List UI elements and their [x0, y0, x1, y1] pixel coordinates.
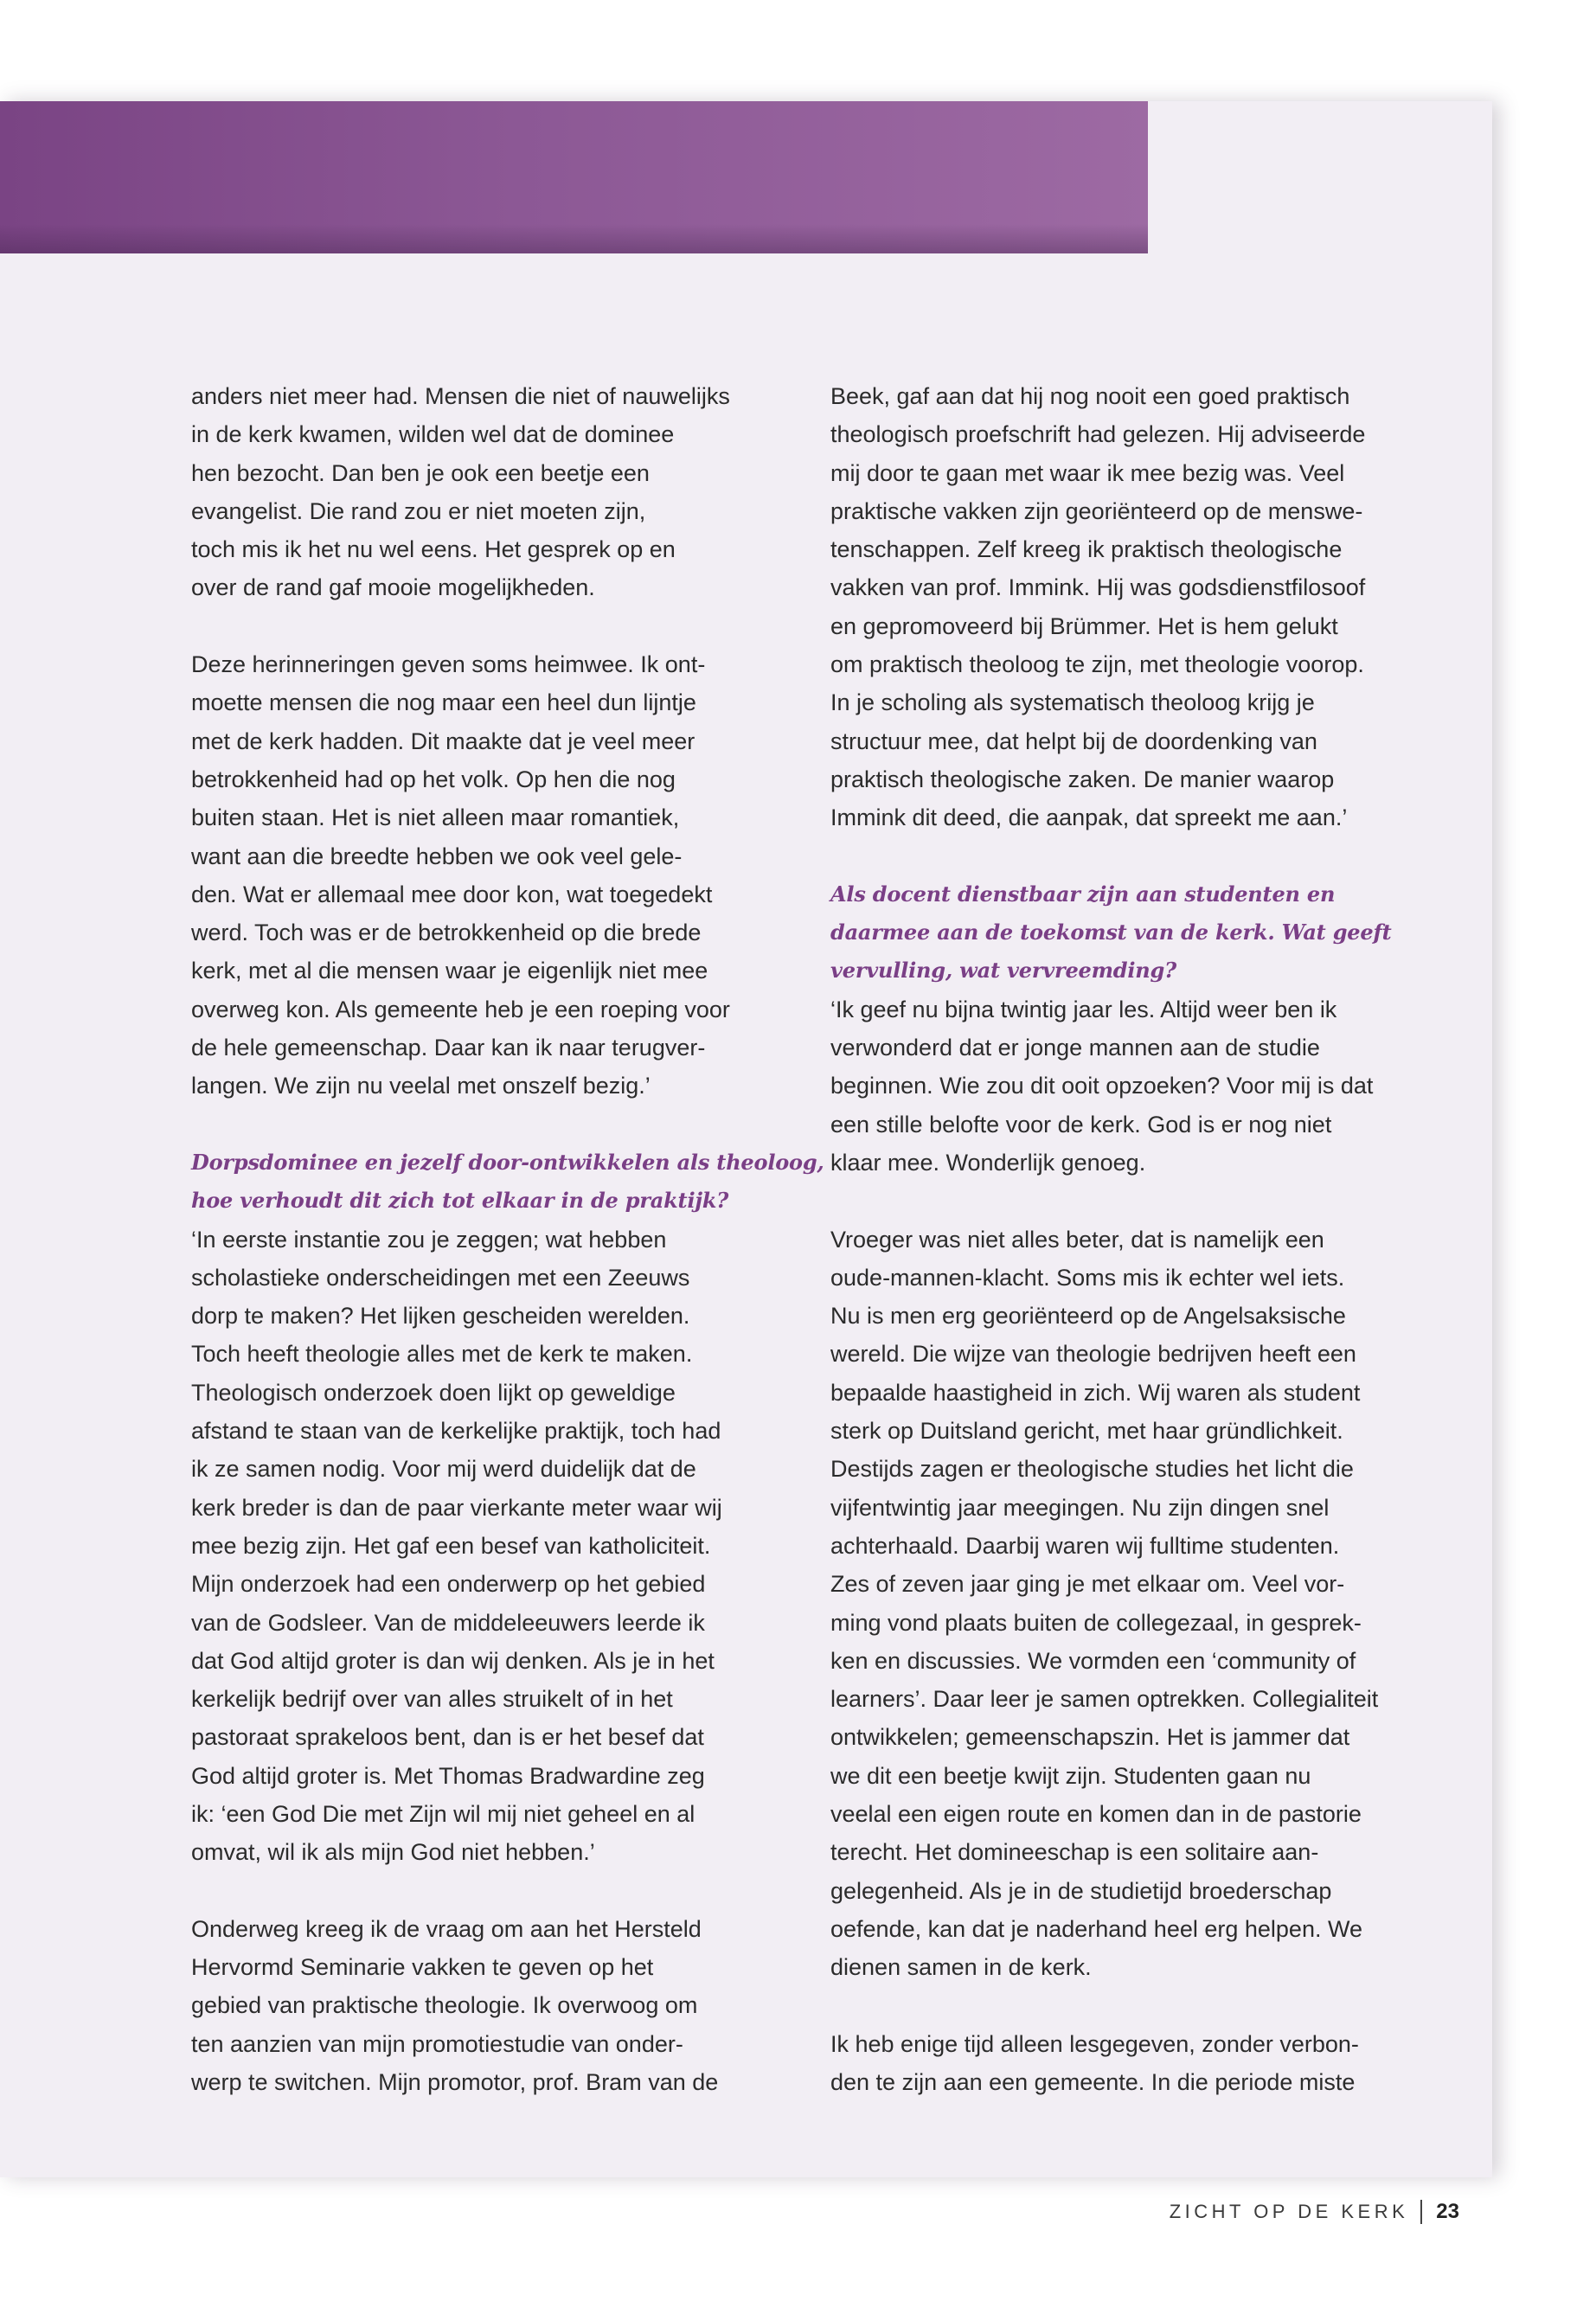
- text-line: ‘Ik geef nu bijna twintig jaar les. Altijd weer ben ik: [830, 996, 1337, 1022]
- text-line: Hervormd Seminarie vakken te geven op het: [191, 1954, 654, 1981]
- text-line: kerkelijk bedrijf over van alles struikelt of in het: [191, 1686, 673, 1713]
- text-line: Beek, gaf aan dat hij nog nooit een goed praktisch: [830, 383, 1350, 409]
- text-line: Ik heb enige tijd alleen lesgegeven, zonder verbon-: [830, 2030, 1359, 2057]
- interview-question: [830, 875, 1427, 990]
- text-line: de hele gemeenschap. Daar kan ik naar terugver-: [191, 1035, 706, 1061]
- text-line: bepaalde haastigheid in zich. Wij waren als student: [830, 1379, 1361, 1406]
- text-line: Vroeger was niet alles beter, dat is namelijk een: [830, 1226, 1324, 1253]
- text-line: ming vond plaats buiten de collegezaal, in gesprek-: [830, 1609, 1362, 1636]
- magazine-name: ZICHT OP DE KERK: [1169, 2201, 1409, 2222]
- text-line: kerk, met al die mensen waar je eigenlijk niet mee: [191, 958, 708, 984]
- text-line: moette mensen die nog maar een heel dun lijntje: [191, 689, 696, 716]
- text-line: overweg kon. Als gemeente heb je een roeping voor: [191, 996, 730, 1022]
- text-line: anders niet meer had. Mensen die niet of nauwelijks: [191, 383, 730, 409]
- text-line: toch mis ik het nu wel eens. Het gesprek op en: [191, 536, 676, 563]
- text-line: achterhaald. Daarbij waren wij fulltime studenten.: [830, 1532, 1340, 1559]
- text-line: pastoraat sprakeloos bent, dan is er het besef dat: [191, 1724, 704, 1751]
- text-line: met de kerk hadden. Dit maakte dat je veel meer: [191, 727, 695, 754]
- text-line: tenschappen. Zelf kreeg ik praktisch theologische: [830, 536, 1343, 563]
- text-line: ik: ‘een God Die met Zijn wil mij niet geheel en al: [191, 1800, 695, 1827]
- text-line: oefende, kan dat je naderhand heel erg helpen. We: [830, 1915, 1362, 1942]
- text-line: want aan die breedte hebben we ook veel gele-: [191, 843, 683, 869]
- text-line: In je scholing als systematisch theoloog krijg je: [830, 689, 1315, 716]
- text-line: learners’. Daar leer je samen optrekken. Collegialiteit: [830, 1686, 1379, 1713]
- interview-question: [191, 1144, 824, 1221]
- text-line: Immink dit deed, die aanpak, dat spreekt me aan.’: [830, 804, 1348, 831]
- text-line: oude-mannen-klacht. Soms mis ik echter wel iets.: [830, 1264, 1345, 1291]
- text-line: ik ze samen nodig. Voor mij werd duidelijk dat de: [191, 1456, 696, 1483]
- text-line: beginnen. Wie zou dit ooit opzoeken? Voor mij is dat: [830, 1073, 1374, 1099]
- text-line: ten aanzien van mijn promotiestudie van onder-: [191, 2030, 683, 2057]
- body-paragraph: [191, 1910, 788, 2101]
- text-line: ken en discussies. We vormden een ‘community of: [830, 1647, 1356, 1674]
- text-line: klaar mee. Wonderlijk genoeg.: [830, 1149, 1146, 1176]
- body-paragraph: [191, 1221, 788, 1872]
- question-line: daarmee aan de toekomst van de kerk. Wat geeft: [830, 920, 1392, 945]
- text-line: den te zijn aan een gemeente. In die periode miste: [830, 2069, 1356, 2096]
- text-line: praktisch theologische zaken. De manier waarop: [830, 766, 1335, 792]
- text-line: werd. Toch was er de betrokkenheid op die brede: [191, 920, 702, 946]
- left-text-column: [191, 377, 824, 2101]
- body-paragraph: [830, 377, 1427, 837]
- text-line: Mijn onderzoek had een onderwerp op het gebied: [191, 1571, 706, 1598]
- text-line: Onderweg kreeg ik de vraag om aan het Hersteld: [191, 1915, 702, 1942]
- text-line: dienen samen in de kerk.: [830, 1954, 1092, 1981]
- page-number: 23: [1436, 2200, 1459, 2223]
- text-line: sterk op Duitsland gericht, met haar gründlichkeit.: [830, 1418, 1343, 1445]
- question-line: hoe verhoudt dit zich tot elkaar in de praktijk?: [191, 1188, 729, 1214]
- body-paragraph: [830, 990, 1427, 1182]
- text-line: mij door te gaan met waar ik mee bezig was. Veel: [830, 459, 1345, 486]
- text-line: omvat, wil ik als mijn God niet hebben.’: [191, 1839, 595, 1866]
- text-line: evangelist. Die rand zou er niet moeten zijn,: [191, 497, 646, 524]
- text-line: den. Wat er allemaal mee door kon, wat toegedekt: [191, 881, 713, 907]
- text-line: vijfentwintig jaar meegingen. Nu zijn dingen snel: [830, 1494, 1330, 1521]
- text-line: scholastieke onderscheidingen met een Zeeuws: [191, 1264, 690, 1291]
- text-line: structuur mee, dat helpt bij de doordenking van: [830, 727, 1317, 754]
- text-line: van de Godsleer. Van de middeleeuwers leerde ik: [191, 1609, 705, 1636]
- question-line: vervulling, wat vervreemding?: [830, 958, 1176, 984]
- question-line: Dorpsdominee en jezelf door-ontwikkelen als theoloog,: [191, 1149, 824, 1175]
- header-color-band: [0, 101, 1148, 253]
- text-line: verwonderd dat er jonge mannen aan de studie: [830, 1035, 1320, 1061]
- text-line: betrokkenheid had op het volk. Op hen die nog: [191, 766, 676, 792]
- text-line: om praktisch theoloog te zijn, met theologie voorop.: [830, 651, 1364, 678]
- text-line: buiten staan. Het is niet alleen maar romantiek,: [191, 804, 680, 831]
- text-line: gebied van praktische theologie. Ik overwoog om: [191, 1992, 698, 2019]
- page-footer: [1170, 2197, 1459, 2227]
- text-line: afstand te staan van de kerkelijke praktijk, toch had: [191, 1418, 721, 1445]
- right-text-column: [830, 377, 1427, 2101]
- text-line: langen. We zijn nu veelal met onszelf bezig.’: [191, 1073, 651, 1099]
- text-line: Theologisch onderzoek doen lijkt op geweldige: [191, 1379, 676, 1406]
- text-line: terecht. Het domineeschap is een solitaire aan-: [830, 1839, 1319, 1866]
- body-paragraph: [830, 2025, 1427, 2102]
- text-line: in de kerk kwamen, wilden wel dat de dominee: [191, 421, 675, 448]
- text-line: wereld. Die wijze van theologie bedrijven heeft een: [830, 1341, 1356, 1368]
- text-line: mee bezig zijn. Het gaf een besef van katholiciteit.: [191, 1532, 711, 1559]
- text-line: God altijd groter is. Met Thomas Bradwardine zeg: [191, 1762, 705, 1789]
- text-line: vakken van prof. Immink. Hij was godsdienstfilosoof: [830, 574, 1366, 601]
- text-line: theologisch proefschrift had gelezen. Hij adviseerde: [830, 421, 1366, 448]
- text-line: Deze herinneringen geven soms heimwee. Ik ont-: [191, 651, 706, 678]
- text-line: kerk breder is dan de paar vierkante meter waar wij: [191, 1494, 722, 1521]
- text-line: over de rand gaf mooie mogelijkheden.: [191, 574, 595, 601]
- text-line: Destijds zagen er theologische studies het licht die: [830, 1456, 1354, 1483]
- text-line: hen bezocht. Dan ben je ook een beetje een: [191, 459, 650, 486]
- body-paragraph: [191, 377, 788, 607]
- question-line: Als docent dienstbaar zijn aan studenten en: [830, 881, 1336, 907]
- text-line: ontwikkelen; gemeenschapszin. Het is jammer dat: [830, 1724, 1350, 1751]
- text-line: Toch heeft theologie alles met de kerk te maken.: [191, 1341, 693, 1368]
- body-paragraph: [191, 645, 788, 1106]
- text-line: en gepromoveerd bij Brümmer. Het is hem gelukt: [830, 612, 1338, 639]
- text-line: Nu is men erg georiënteerd op de Angelsaksische: [830, 1303, 1346, 1330]
- text-line: we dit een beetje kwijt zijn. Studenten gaan nu: [830, 1762, 1311, 1789]
- text-line: gelegenheid. Als je in de studietijd broederschap: [830, 1877, 1332, 1904]
- text-line: ‘In eerste instantie zou je zeggen; wat hebben: [191, 1226, 667, 1253]
- text-line: een stille belofte voor de kerk. God is er nog niet: [830, 1111, 1332, 1138]
- body-paragraph: [830, 1221, 1427, 1987]
- text-line: dat God altijd groter is dan wij denken. Als je in het: [191, 1647, 715, 1674]
- text-line: dorp te maken? Het lijken gescheiden werelden.: [191, 1303, 690, 1330]
- text-line: Zes of zeven jaar ging je met elkaar om. Veel vor-: [830, 1571, 1345, 1598]
- text-line: praktische vakken zijn georiënteerd op de menswe-: [830, 497, 1363, 524]
- text-line: veelal een eigen route en komen dan in de pastorie: [830, 1800, 1362, 1827]
- footer-divider: [1420, 2200, 1422, 2224]
- text-line: werp te switchen. Mijn promotor, prof. Bram van de: [191, 2069, 719, 2096]
